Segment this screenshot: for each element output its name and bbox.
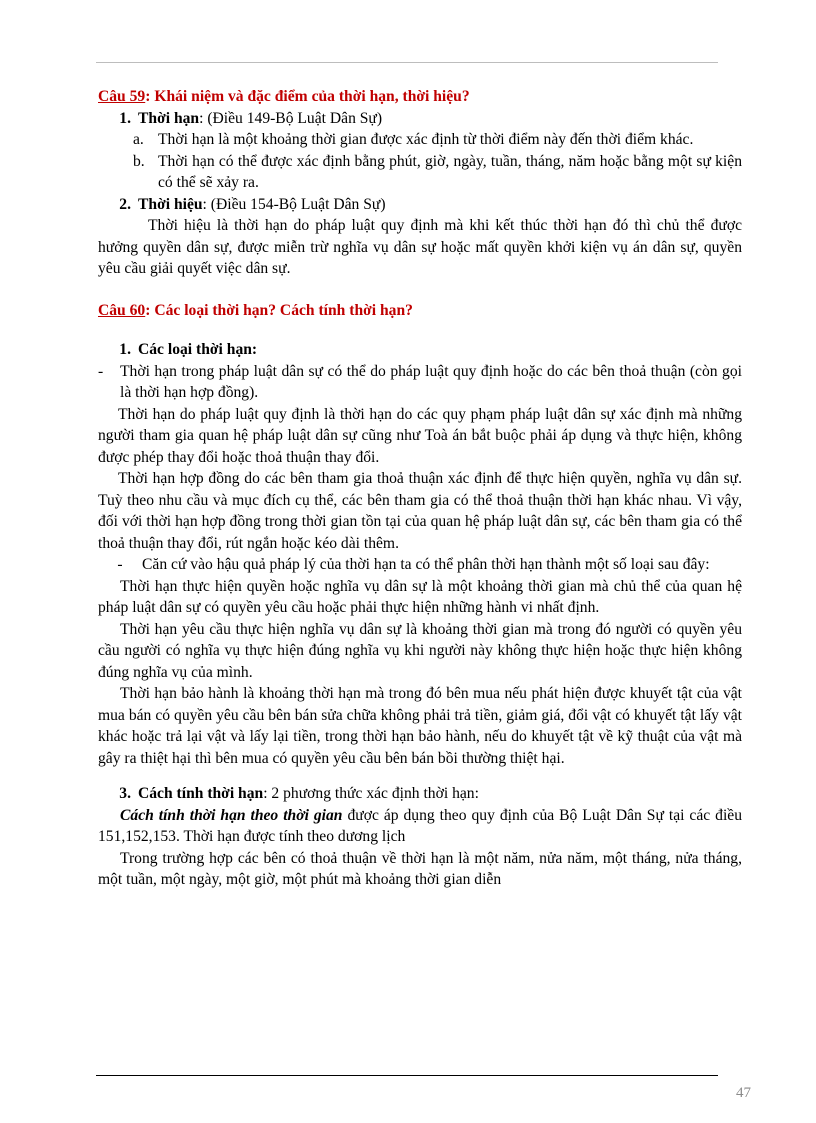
item-label: Thời hiệu	[138, 195, 203, 213]
q60-dash-item-1: - Thời hạn trong pháp luật dân sự có thể do pháp luật quy định hoặc do các bên thoả thuận (còn gọi là thời hạn hợp đồng).	[98, 362, 742, 401]
question-60-title: Câu 60: Các loại thời hạn? Cách tính thời hạn?	[98, 301, 413, 319]
list-number: 1.	[119, 109, 131, 127]
q59-item-1: 1. Thời hạn: (Điều 149-Bộ Luật Dân Sự)	[98, 108, 742, 130]
question-59-title: Câu 59: Khái niệm và đặc điểm của thời hạn, thời hiệu?	[98, 88, 470, 105]
q60-section-1-heading: 1. Các loại thời hạn:	[98, 339, 742, 361]
paragraph: Thời hạn bảo hành là khoảng thời hạn mà trong đó bên mua nếu phát hiện được khuyết tật của vật mua bán có quyền yêu cầu bên bán sửa chữa không phải trả tiền, giảm giá, đổi vật có khuyết tật lấy vật khác hoặc trả lại vật và lấy lại tiền, trong thời hạn bảo hành, nếu do khuyết tật về kỹ thuật của vật mà gây ra thiệt hại thì bên mua có quyền yêu cầu bên bán bồi thường thiệt hại.	[98, 685, 742, 767]
page-number: 47	[736, 1085, 751, 1101]
q60-dash-item-2: - Căn cứ vào hậu quả pháp lý của thời hạn ta có thể phân thời hạn thành một số loại sau đây:	[117, 556, 710, 573]
q59-sub-a: a. Thời hạn là một khoảng thời gian được xác định từ thời điểm này đến thời điểm khác.	[133, 131, 694, 148]
paragraph: Trong trường hợp các bên có thoả thuận về thời hạn là một năm, nửa năm, một tháng, nửa tháng, một tuần, một ngày, một giờ, một phút mà khoảng thời gian diễn	[98, 849, 742, 888]
list-number: 2.	[119, 195, 131, 213]
footer-rule	[96, 1075, 718, 1076]
paragraph: Thời hạn do pháp luật quy định là thời hạn do các quy phạm pháp luật dân sự xác định mà những người tham gia quan hệ pháp luật dân sự cũng như Toà án bắt buộc phải áp dụng và thực hiện, không được phép thay đổi hoặc thoả thuận thay đổi.	[98, 405, 742, 466]
header-rule	[96, 62, 718, 63]
paragraph: Cách tính thời hạn theo thời gian được áp dụng theo quy định của Bộ Luật Dân Sự tại các điều 151,152,153. Thời hạn được tính theo dương lịch	[98, 806, 742, 845]
item-label: Thời hạn	[138, 109, 200, 127]
paragraph: Thời hạn yêu cầu thực hiện nghĩa vụ dân sự là khoảng thời gian mà trong đó người có quyền yêu cầu người có nghĩa vụ thực hiện đúng nghĩa vụ khi người này không thực hiện hoặc thực hiện không đúng nghĩa vụ của mình.	[98, 620, 742, 681]
q59-item-2: 2. Thời hiệu: (Điều 154-Bộ Luật Dân Sự)	[98, 194, 742, 216]
list-number: 1.	[119, 341, 131, 358]
paragraph: Thời hạn thực hiện quyền hoặc nghĩa vụ dân sự là một khoảng thời gian mà chủ thể của quan hệ pháp luật dân sự có quyền yêu cầu hoặc phải thực hiện những hành vi nhất định.	[98, 577, 742, 616]
q59-item-2-paragraph: Thời hiệu là thời hạn do pháp luật quy định mà khi kết thúc thời hạn đó thì chủ thể được hưởng quyền dân sự, được miễn trừ nghĩa vụ dân sự hoặc mất quyền khởi kiện vụ án dân sự, quyền yêu cầu giải quyết việc dân sự.	[98, 217, 742, 277]
q60-section-3-heading: 3. Cách tính thời hạn: 2 phương thức xác định thời hạn:	[98, 783, 742, 805]
paragraph: Thời hạn hợp đồng do các bên tham gia thoả thuận xác định để thực hiện quyền, nghĩa vụ dân sự. Tuỳ theo nhu cầu và mục đích cụ thể, các bên tham gia có thể thoả thuận thời hạn khác nhau. Vì vậy, đối với thời hạn hợp đồng trong thời gian tồn tại của quan hệ pháp luật dân sự, các bên tham gia có thể thoả thuận thay đổi, rút ngắn hoặc kéo dài thêm.	[98, 470, 742, 552]
page-content	[98, 86, 742, 891]
list-number: 3.	[119, 785, 131, 802]
q59-sub-b: b. Thời hạn có thể được xác định bằng phút, giờ, ngày, tuần, tháng, năm hoặc bằng một sự kiện có thể sẽ xảy ra.	[133, 152, 742, 191]
